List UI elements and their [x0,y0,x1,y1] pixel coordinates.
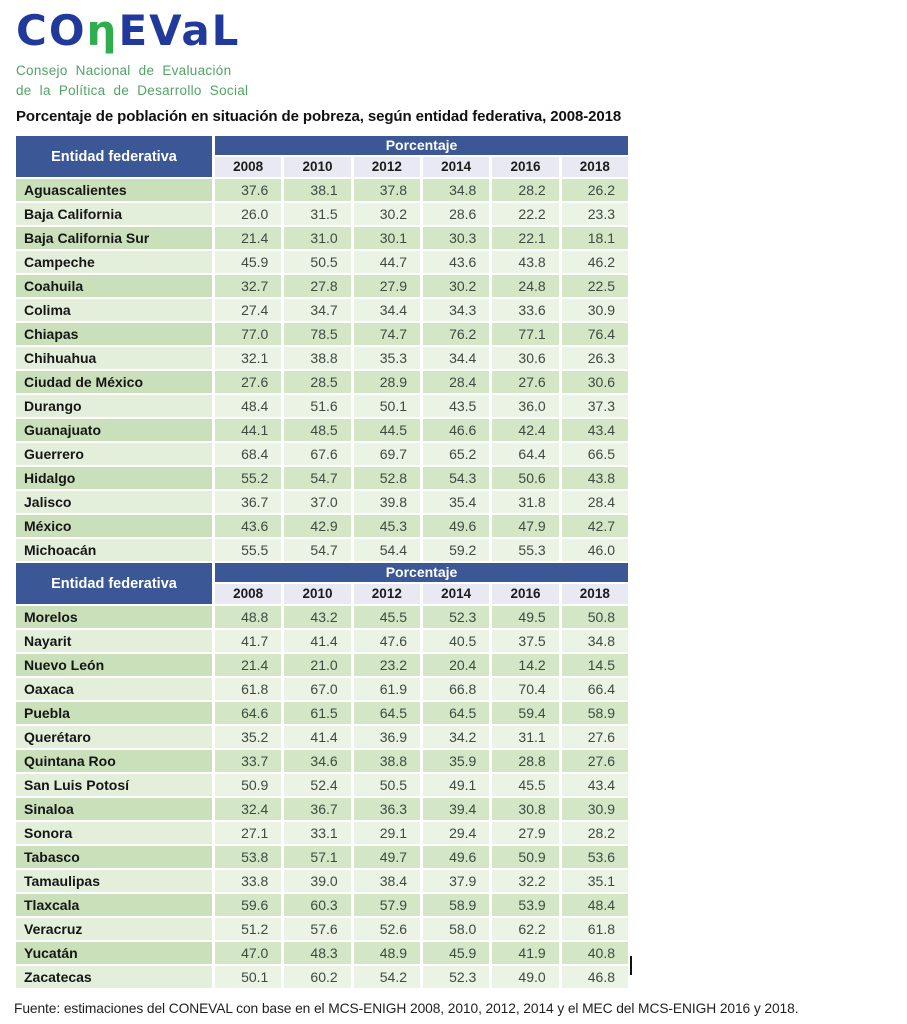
year-header-cell: 2008 [215,157,281,177]
value-cell: 51.6 [284,395,350,417]
value-cell: 35.1 [562,870,628,892]
value-cell: 14.2 [492,654,558,676]
value-cell: 61.8 [562,918,628,940]
entity-name-cell: Sinaloa [16,798,212,820]
text-caret[interactable] [630,956,632,975]
year-header-cell: 2012 [354,584,420,604]
value-cell: 66.5 [562,443,628,465]
value-cell: 47.0 [215,942,281,964]
value-cell: 27.9 [354,275,420,297]
value-cell: 38.8 [354,750,420,772]
value-cell: 54.2 [354,966,420,988]
value-cell: 55.3 [492,539,558,561]
table-row [16,251,628,273]
value-cell: 21.4 [215,654,281,676]
entity-name-cell: Nayarit [16,630,212,652]
year-header-cell: 2014 [423,584,489,604]
entity-name-cell: Zacatecas [16,966,212,988]
value-cell: 28.5 [284,371,350,393]
value-cell: 49.6 [423,846,489,868]
value-cell: 58.0 [423,918,489,940]
value-cell: 52.3 [423,606,489,628]
value-cell: 28.6 [423,203,489,225]
table-row [16,846,628,868]
entity-name-cell: Hidalgo [16,467,212,489]
value-cell: 50.1 [215,966,281,988]
value-cell: 27.9 [492,822,558,844]
value-cell: 32.7 [215,275,281,297]
value-cell: 41.9 [492,942,558,964]
value-cell: 51.2 [215,918,281,940]
value-cell: 41.4 [284,630,350,652]
value-cell: 27.6 [562,726,628,748]
value-cell: 46.8 [562,966,628,988]
value-cell: 76.2 [423,323,489,345]
table-row [16,678,628,700]
value-cell: 24.8 [492,275,558,297]
year-header-cell: 2008 [215,584,281,604]
page-title: Porcentaje de población en situación de pobreza, según entidad federativa, 2008-2018 [16,108,622,125]
table-row [16,419,628,441]
entity-name-cell: Tabasco [16,846,212,868]
value-cell: 40.5 [423,630,489,652]
value-cell: 30.6 [562,371,628,393]
entity-header-cell: Entidad federativa [16,563,212,604]
value-cell: 45.5 [492,774,558,796]
entity-name-cell: Aguascalientes [16,179,212,201]
value-cell: 23.3 [562,203,628,225]
value-cell: 34.8 [423,179,489,201]
table-header [16,563,628,604]
value-cell: 54.7 [284,539,350,561]
entity-name-cell: Chihuahua [16,347,212,369]
value-cell: 46.2 [562,251,628,273]
value-cell: 49.5 [492,606,558,628]
table-row [16,323,628,345]
value-cell: 43.2 [284,606,350,628]
value-cell: 48.3 [284,942,350,964]
value-cell: 44.5 [354,419,420,441]
value-cell: 30.6 [492,347,558,369]
entity-name-cell: Chiapas [16,323,212,345]
table-row [16,227,628,249]
table-row [16,894,628,916]
value-cell: 45.3 [354,515,420,537]
value-cell: 60.3 [284,894,350,916]
value-cell: 53.8 [215,846,281,868]
value-cell: 31.0 [284,227,350,249]
value-cell: 37.0 [284,491,350,513]
value-cell: 60.2 [284,966,350,988]
table-header [16,136,628,177]
value-cell: 59.6 [215,894,281,916]
value-cell: 48.9 [354,942,420,964]
value-cell: 43.4 [562,419,628,441]
value-cell: 46.0 [562,539,628,561]
value-cell: 44.7 [354,251,420,273]
value-cell: 22.1 [492,227,558,249]
entity-name-cell: Tlaxcala [16,894,212,916]
year-header-cell: 2016 [492,157,558,177]
value-cell: 77.0 [215,323,281,345]
value-cell: 26.2 [562,179,628,201]
table-row [16,918,628,940]
entity-name-cell: Campeche [16,251,212,273]
table-row [16,702,628,724]
value-cell: 30.2 [354,203,420,225]
value-cell: 50.5 [354,774,420,796]
coneval-logo [16,8,248,100]
value-cell: 37.9 [423,870,489,892]
value-cell: 76.4 [562,323,628,345]
table-row [16,443,628,465]
table-row [16,203,628,225]
value-cell: 43.5 [423,395,489,417]
value-cell: 48.4 [562,894,628,916]
entity-name-cell: Veracruz [16,918,212,940]
value-cell: 27.4 [215,299,281,321]
entity-name-cell: Baja California Sur [16,227,212,249]
value-cell: 30.9 [562,798,628,820]
value-cell: 27.8 [284,275,350,297]
value-cell: 69.7 [354,443,420,465]
value-cell: 34.8 [562,630,628,652]
entity-name-cell: Jalisco [16,491,212,513]
value-cell: 28.4 [562,491,628,513]
value-cell: 66.4 [562,678,628,700]
entity-name-cell: Baja California [16,203,212,225]
table-row [16,347,628,369]
value-cell: 55.2 [215,467,281,489]
value-cell: 52.3 [423,966,489,988]
value-cell: 74.7 [354,323,420,345]
value-cell: 52.8 [354,467,420,489]
header-right [215,136,628,177]
value-cell: 30.3 [423,227,489,249]
value-cell: 49.0 [492,966,558,988]
value-cell: 50.8 [562,606,628,628]
value-cell: 32.1 [215,347,281,369]
value-cell: 18.1 [562,227,628,249]
value-cell: 36.3 [354,798,420,820]
value-cell: 49.7 [354,846,420,868]
value-cell: 27.6 [215,371,281,393]
value-cell: 45.9 [215,251,281,273]
value-cell: 21.0 [284,654,350,676]
year-header-row [215,584,628,604]
value-cell: 67.0 [284,678,350,700]
table-row [16,798,628,820]
value-cell: 28.9 [354,371,420,393]
value-cell: 54.7 [284,467,350,489]
value-cell: 26.3 [562,347,628,369]
value-cell: 20.4 [423,654,489,676]
value-cell: 47.9 [492,515,558,537]
value-cell: 50.5 [284,251,350,273]
coneval-subtitle-line2: de la Política de Desarrollo Social [16,82,249,98]
value-cell: 37.6 [215,179,281,201]
value-cell: 61.5 [284,702,350,724]
table-row [16,395,628,417]
table-row [16,299,628,321]
value-cell: 33.7 [215,750,281,772]
value-cell: 28.2 [492,179,558,201]
value-cell: 54.3 [423,467,489,489]
value-cell: 52.6 [354,918,420,940]
value-cell: 48.8 [215,606,281,628]
value-cell: 22.2 [492,203,558,225]
entity-name-cell: Ciudad de México [16,371,212,393]
value-cell: 53.6 [562,846,628,868]
entity-name-cell: Tamaulipas [16,870,212,892]
entity-name-cell: Nuevo León [16,654,212,676]
value-cell: 35.9 [423,750,489,772]
value-cell: 39.4 [423,798,489,820]
value-cell: 42.9 [284,515,350,537]
value-cell: 50.6 [492,467,558,489]
value-cell: 64.5 [354,702,420,724]
value-cell: 43.8 [492,251,558,273]
table-row [16,371,628,393]
table-row [16,774,628,796]
value-cell: 50.1 [354,395,420,417]
value-cell: 26.0 [215,203,281,225]
table-row [16,942,628,964]
value-cell: 43.8 [562,467,628,489]
value-cell: 65.2 [423,443,489,465]
entity-name-cell: Sonora [16,822,212,844]
entity-name-cell: Guanajuato [16,419,212,441]
value-cell: 14.5 [562,654,628,676]
group-header-cell: Porcentaje [215,563,628,582]
value-cell: 36.7 [284,798,350,820]
value-cell: 46.6 [423,419,489,441]
value-cell: 32.4 [215,798,281,820]
value-cell: 55.5 [215,539,281,561]
value-cell: 35.2 [215,726,281,748]
year-header-cell: 2018 [562,157,628,177]
entity-name-cell: San Luis Potosí [16,774,212,796]
year-header-cell: 2010 [284,584,350,604]
table-row [16,750,628,772]
wordmark-blue-suffix: EVaL [118,6,241,55]
value-cell: 30.8 [492,798,558,820]
year-header-cell: 2010 [284,157,350,177]
year-header-cell: 2018 [562,584,628,604]
table-row [16,630,628,652]
value-cell: 33.6 [492,299,558,321]
value-cell: 48.4 [215,395,281,417]
value-cell: 52.4 [284,774,350,796]
group-header-cell: Porcentaje [215,136,628,155]
value-cell: 45.5 [354,606,420,628]
value-cell: 50.9 [215,774,281,796]
value-cell: 30.2 [423,275,489,297]
value-cell: 47.6 [354,630,420,652]
value-cell: 38.4 [354,870,420,892]
entity-name-cell: Guerrero [16,443,212,465]
table-row [16,606,628,628]
value-cell: 70.4 [492,678,558,700]
value-cell: 38.1 [284,179,350,201]
value-cell: 30.9 [562,299,628,321]
wordmark-green-n: η [86,6,119,55]
value-cell: 34.6 [284,750,350,772]
value-cell: 58.9 [562,702,628,724]
table-row [16,179,628,201]
value-cell: 50.9 [492,846,558,868]
value-cell: 61.9 [354,678,420,700]
value-cell: 36.7 [215,491,281,513]
value-cell: 48.5 [284,419,350,441]
year-header-cell: 2016 [492,584,558,604]
value-cell: 43.4 [562,774,628,796]
value-cell: 22.5 [562,275,628,297]
table-row [16,467,628,489]
value-cell: 39.0 [284,870,350,892]
value-cell: 35.3 [354,347,420,369]
value-cell: 59.4 [492,702,558,724]
value-cell: 78.5 [284,323,350,345]
value-cell: 35.4 [423,491,489,513]
entity-name-cell: Colima [16,299,212,321]
entity-name-cell: Durango [16,395,212,417]
value-cell: 28.2 [562,822,628,844]
value-cell: 34.4 [354,299,420,321]
value-cell: 64.6 [215,702,281,724]
year-header-cell: 2014 [423,157,489,177]
value-cell: 32.2 [492,870,558,892]
value-cell: 58.9 [423,894,489,916]
value-cell: 36.0 [492,395,558,417]
tables [16,136,628,990]
value-cell: 43.6 [215,515,281,537]
coneval-wordmark-icon [16,8,248,54]
source-note: Fuente: estimaciones del CONEVAL con base en el MCS-ENIGH 2008, 2010, 2012, 2014 y el MEC del MCS-ENIGH 2016 y 2018. [14,1001,799,1016]
value-cell: 42.4 [492,419,558,441]
value-cell: 53.9 [492,894,558,916]
value-cell: 49.6 [423,515,489,537]
value-cell: 34.2 [423,726,489,748]
value-cell: 66.8 [423,678,489,700]
entity-name-cell: Michoacán [16,539,212,561]
table-row [16,515,628,537]
coneval-subtitle-line1: Consejo Nacional de Evaluación [16,63,232,79]
value-cell: 38.8 [284,347,350,369]
value-cell: 49.1 [423,774,489,796]
value-cell: 31.1 [492,726,558,748]
entity-name-cell: México [16,515,212,537]
value-cell: 64.5 [423,702,489,724]
value-cell: 34.4 [423,347,489,369]
table-row [16,726,628,748]
value-cell: 41.4 [284,726,350,748]
entity-name-cell: Querétaro [16,726,212,748]
entity-name-cell: Puebla [16,702,212,724]
value-cell: 27.1 [215,822,281,844]
header-right [215,563,628,604]
entity-name-cell: Coahuila [16,275,212,297]
value-cell: 40.8 [562,942,628,964]
table-row [16,539,628,561]
table-row [16,654,628,676]
value-cell: 57.9 [354,894,420,916]
entity-name-cell: Morelos [16,606,212,628]
year-header-cell: 2012 [354,157,420,177]
value-cell: 29.1 [354,822,420,844]
table-row [16,870,628,892]
value-cell: 37.8 [354,179,420,201]
value-cell: 39.8 [354,491,420,513]
value-cell: 37.5 [492,630,558,652]
value-cell: 28.4 [423,371,489,393]
table-row [16,966,628,988]
entity-name-cell: Oaxaca [16,678,212,700]
value-cell: 37.3 [562,395,628,417]
value-cell: 27.6 [562,750,628,772]
poverty-table-2 [16,563,628,988]
entity-name-cell: Quintana Roo [16,750,212,772]
wordmark-blue-prefix: CO [16,6,87,55]
value-cell: 28.8 [492,750,558,772]
value-cell: 27.6 [492,371,558,393]
value-cell: 45.9 [423,942,489,964]
value-cell: 67.6 [284,443,350,465]
poverty-table-1 [16,136,628,561]
value-cell: 61.8 [215,678,281,700]
value-cell: 42.7 [562,515,628,537]
value-cell: 31.5 [284,203,350,225]
value-cell: 54.4 [354,539,420,561]
value-cell: 62.2 [492,918,558,940]
value-cell: 34.3 [423,299,489,321]
value-cell: 21.4 [215,227,281,249]
coneval-subtitle [16,61,248,100]
table-row [16,491,628,513]
value-cell: 57.6 [284,918,350,940]
value-cell: 34.7 [284,299,350,321]
value-cell: 33.1 [284,822,350,844]
value-cell: 29.4 [423,822,489,844]
value-cell: 30.1 [354,227,420,249]
value-cell: 43.6 [423,251,489,273]
value-cell: 41.7 [215,630,281,652]
table-row [16,822,628,844]
value-cell: 77.1 [492,323,558,345]
value-cell: 64.4 [492,443,558,465]
value-cell: 44.1 [215,419,281,441]
value-cell: 59.2 [423,539,489,561]
value-cell: 31.8 [492,491,558,513]
table-row [16,275,628,297]
value-cell: 36.9 [354,726,420,748]
year-header-row [215,157,628,177]
entity-header-cell: Entidad federativa [16,136,212,177]
value-cell: 57.1 [284,846,350,868]
value-cell: 68.4 [215,443,281,465]
entity-name-cell: Yucatán [16,942,212,964]
value-cell: 33.8 [215,870,281,892]
value-cell: 23.2 [354,654,420,676]
